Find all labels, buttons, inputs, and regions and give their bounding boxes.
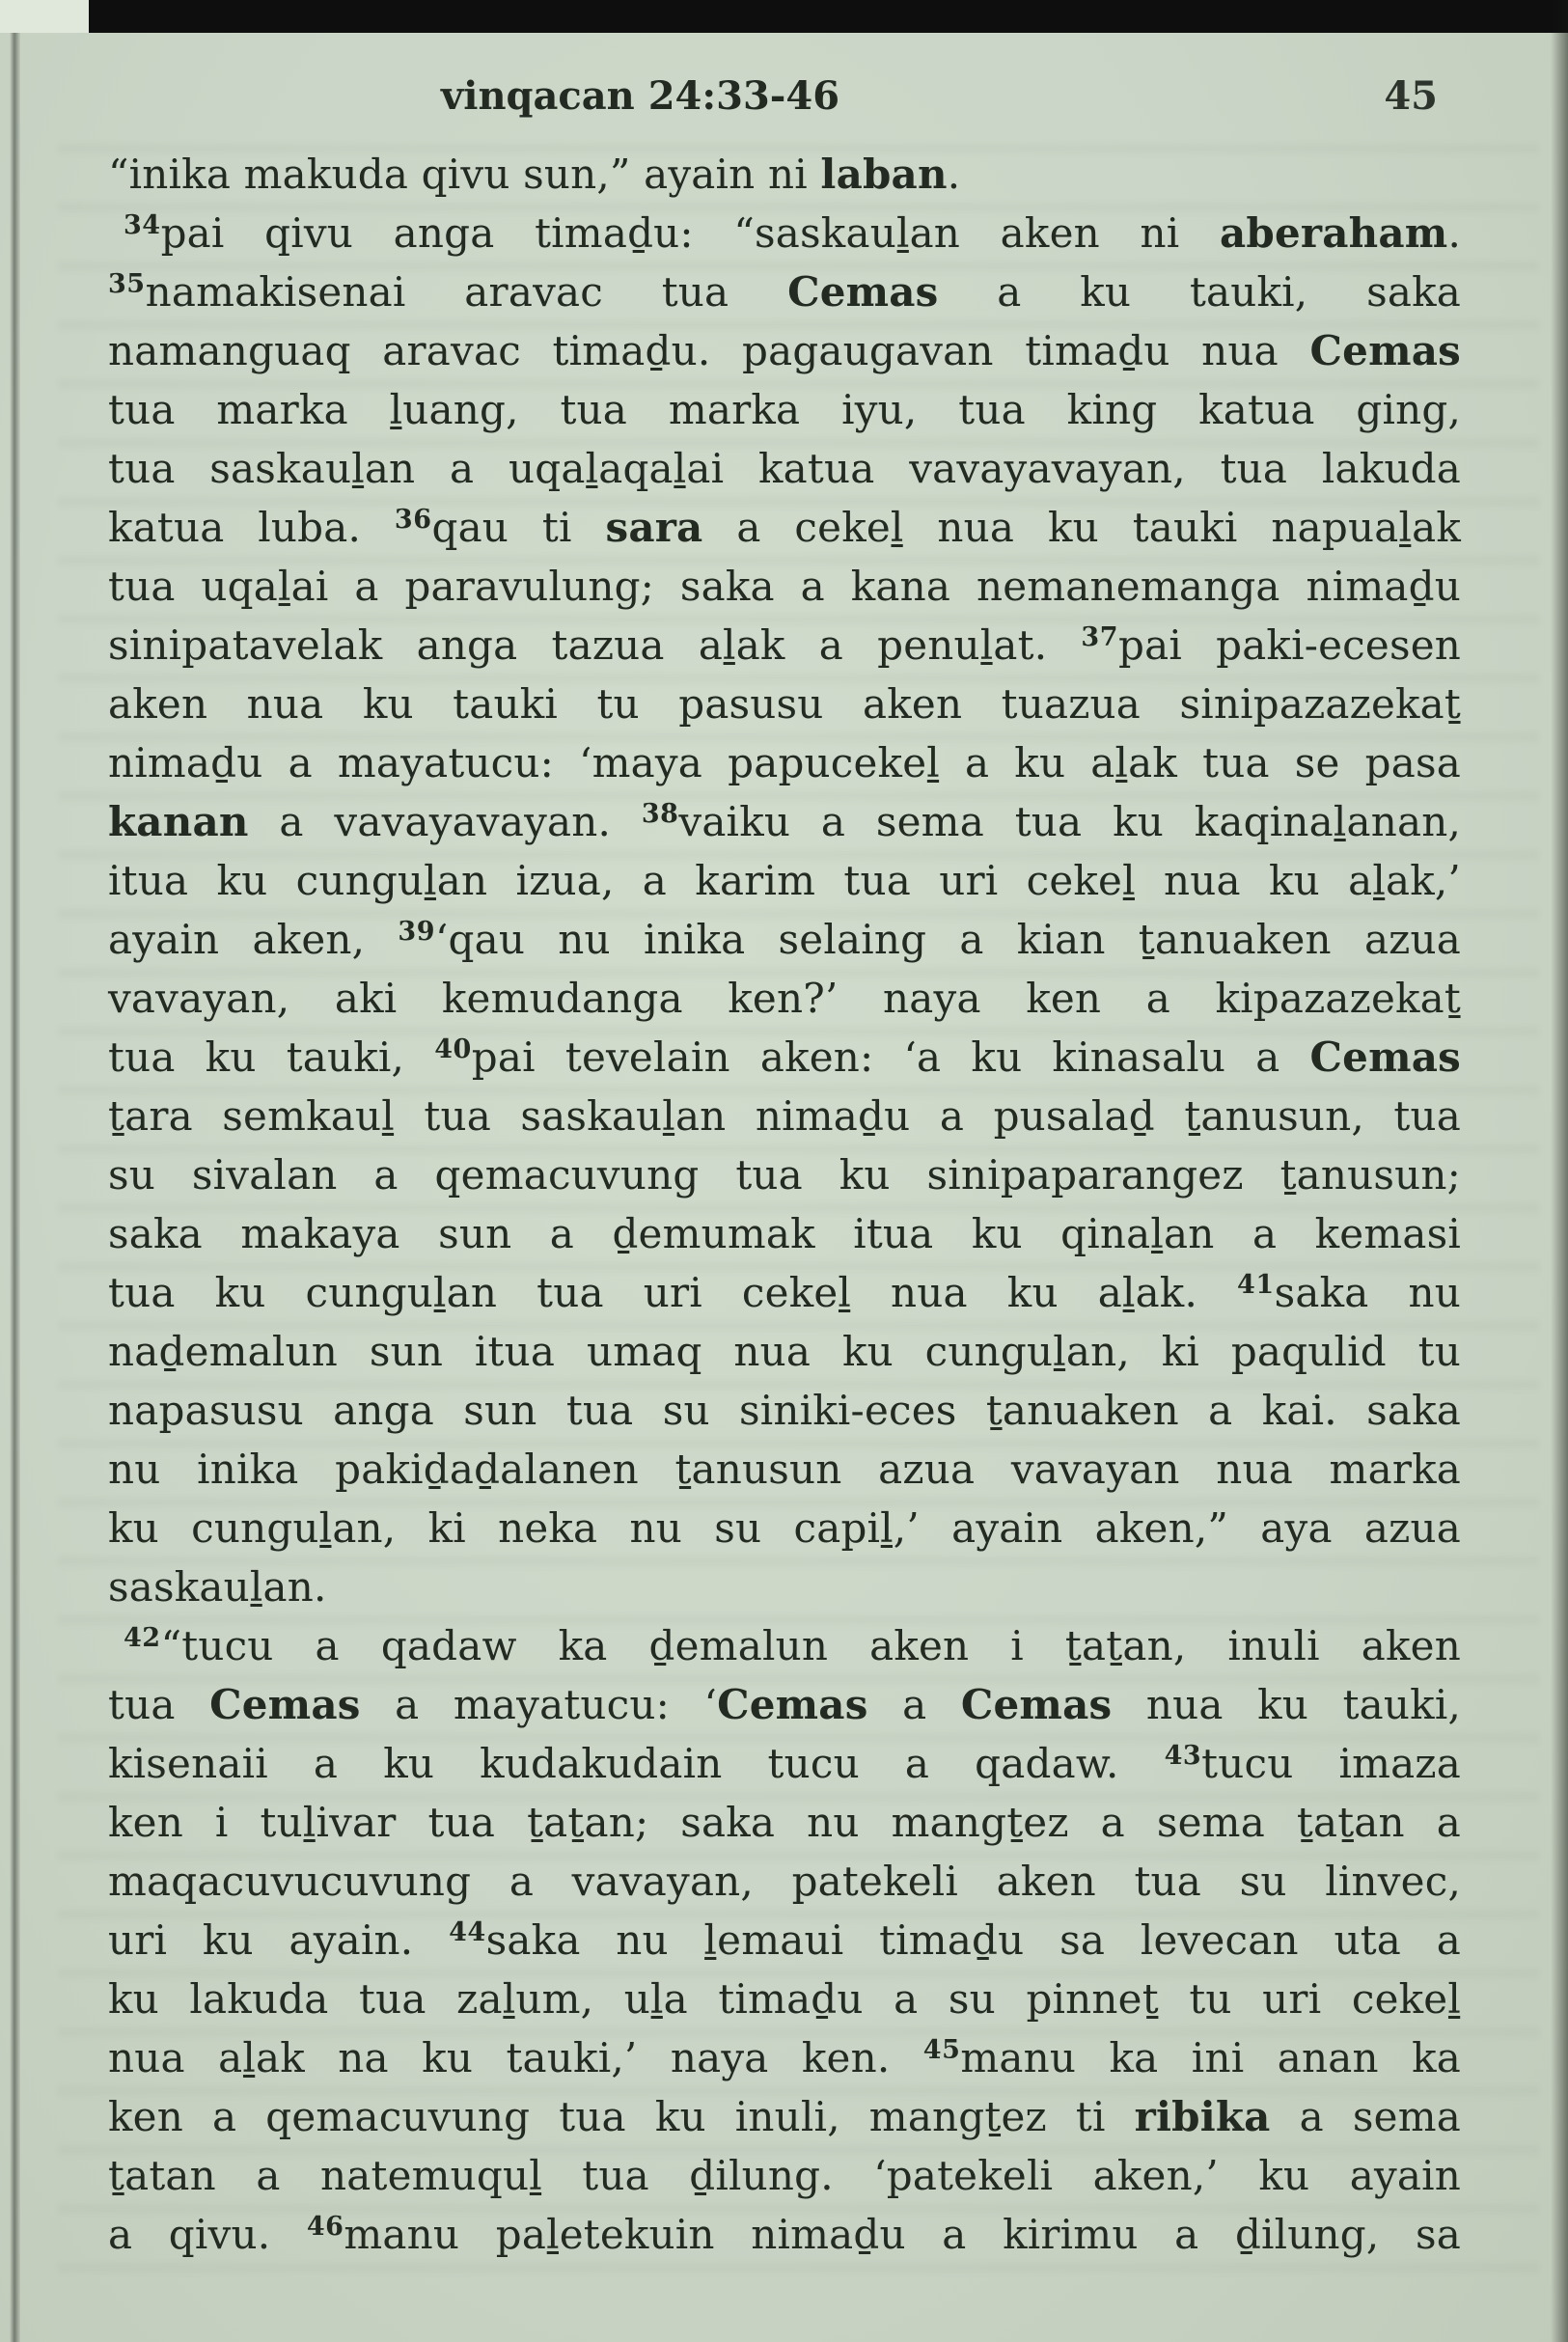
page-header — [108, 73, 1461, 125]
text-line — [108, 2087, 1461, 2146]
text-run: vavayan, aki kemudanga ken?’ naya ken a kipazazekaṯ — [108, 975, 1461, 1022]
text-run: nu inika pakiḏaḏalanen ṯanusun azua vavayan nua marka — [108, 1446, 1461, 1493]
text-run: qau ti — [431, 504, 606, 551]
scan-corner-light — [0, 0, 89, 33]
text-run: “inika makuda qivu sun,” ayain ni — [108, 151, 821, 198]
page-number: 45 — [1384, 73, 1438, 119]
text-line — [108, 1675, 1461, 1734]
text-line — [108, 1852, 1461, 1911]
text-line — [108, 2028, 1461, 2087]
text-run: saka makaya sun a ḏemumak itua ku qinaḻan a kemasi — [108, 1210, 1461, 1257]
text-line — [108, 1440, 1461, 1499]
proper-noun: Cemas — [209, 1681, 361, 1728]
text-run: tua ku tauki, — [108, 1033, 435, 1081]
text-run: nimaḏu a mayatucu: ‘maya papucekeḻ a ku aḻak tua se pasa — [108, 739, 1461, 786]
text-run: nua aḻak na ku tauki,’ naya ken. — [108, 2034, 923, 2081]
proper-noun: ribika — [1134, 2093, 1271, 2140]
text-run: tua — [108, 1681, 210, 1728]
book-reference: vinqacan 24:33-46 — [441, 73, 840, 119]
text-line — [108, 321, 1461, 380]
proper-noun: Cemas — [960, 1681, 1113, 1728]
text-line — [108, 1381, 1461, 1440]
text-run: a mayatucu: ‘ — [360, 1681, 718, 1728]
text-run: maqacuvucuvung a vavayan, patekeli aken tua su linvec, — [108, 1858, 1461, 1905]
verse-number: 35 — [108, 269, 146, 299]
verse-number: 43 — [1164, 1741, 1202, 1771]
text-line — [108, 262, 1461, 321]
verse-number: 41 — [1237, 1270, 1275, 1300]
paragraph — [108, 204, 1461, 1616]
text-run: vaiku a sema tua ku kaqinaḻanan, — [678, 798, 1462, 845]
proper-noun: Cemas — [787, 268, 939, 316]
paragraph — [108, 1616, 1461, 2264]
text-line — [108, 498, 1461, 557]
text-line — [108, 1734, 1461, 1793]
text-run: naḏemalun sun itua umaq nua ku cunguḻan, ki paqulid tu — [108, 1328, 1461, 1375]
text-line — [108, 1263, 1461, 1322]
text-run: ku cunguḻan, ki neka nu su capiḻ,’ ayain aken,” aya azua — [108, 1504, 1461, 1552]
text-run: itua ku cunguḻan izua, a karim tua uri cekeḻ nua ku aḻak,’ — [108, 857, 1461, 904]
text-line — [108, 1557, 1461, 1616]
verse-number: 45 — [922, 2035, 961, 2065]
text-run: ku lakuda tua zaḻum, uḻa timaḏu a su pinneṯ tu uri cekeḻ — [108, 1975, 1461, 2023]
verse-number: 34 — [124, 210, 161, 240]
text-line — [108, 145, 1461, 204]
verse-number: 39 — [398, 917, 435, 947]
text-line — [108, 616, 1461, 675]
paragraph — [108, 145, 1461, 204]
verse-number: 37 — [1081, 622, 1118, 652]
text-line — [108, 1145, 1461, 1204]
text-run: manu ka ini anan ka — [960, 2034, 1461, 2081]
text-run: ṯara semkauḻ tua saskauḻan nimaḏu a pusalaḏ ṯanusun, tua — [108, 1092, 1461, 1140]
text-run: manu paḻetekuin nimaḏu a kirimu a ḏilung, sa — [344, 2211, 1461, 2258]
text-line — [108, 910, 1461, 969]
text-line — [108, 851, 1461, 910]
text-run: tua uqaḻai a paravulung; saka a kana nemanemanga nimaḏu — [108, 563, 1461, 610]
text-line — [108, 1793, 1461, 1852]
text-run: pai tevelain aken: ‘a ku kinasalu a — [471, 1033, 1310, 1081]
text-run: tua ku cunguḻan tua uri cekeḻ nua ku aḻak. — [108, 1269, 1238, 1316]
proper-noun: laban — [820, 151, 948, 198]
text-run: namanguaq aravac timaḏu. pagaugavan timaḏu nua — [108, 327, 1310, 374]
text-run: tua marka ḻuang, tua marka iyu, tua king katua ging, — [108, 386, 1461, 433]
text-run: ‘qau nu inika selaing a kian ṯanuaken azua — [434, 916, 1462, 963]
text-run: saskauḻan. — [108, 1563, 327, 1611]
text-run: ayain aken, — [108, 916, 399, 963]
text-line — [108, 439, 1461, 498]
verse-number: 44 — [449, 1917, 486, 1947]
text-line — [108, 1087, 1461, 1145]
text-line — [108, 380, 1461, 439]
text-run: katua luba. — [108, 504, 395, 551]
text-line — [108, 1028, 1461, 1087]
text-run: a ku tauki, saka — [938, 268, 1461, 316]
text-run: a cekeḻ nua ku tauki napuaḻak — [702, 504, 1461, 551]
text-line — [108, 1499, 1461, 1557]
text-line — [108, 1322, 1461, 1381]
text-run: a vavayavayan. — [248, 798, 642, 845]
text-run: pai qivu anga timaḏu: “saskauḻan aken ni — [160, 209, 1220, 257]
text-line — [108, 1616, 1461, 1675]
text-run: nua ku tauki, — [1112, 1681, 1461, 1728]
text-line — [108, 675, 1461, 733]
proper-noun: kanan — [108, 798, 249, 845]
proper-noun: aberaham — [1220, 209, 1448, 257]
text-run: ken a qemacuvung tua ku inuli, mangṯez ti — [108, 2093, 1135, 2140]
verse-number: 42 — [124, 1623, 161, 1653]
text-line — [108, 2205, 1461, 2264]
text-line — [108, 969, 1461, 1028]
text-run: a qivu. — [108, 2211, 307, 2258]
scan-top-bar — [89, 0, 1568, 33]
text-run: uri ku ayain. — [108, 1916, 450, 1964]
scripture-text — [108, 145, 1461, 2264]
verse-number: 46 — [306, 2212, 344, 2242]
proper-noun: Cemas — [1309, 1033, 1461, 1081]
text-line — [108, 733, 1461, 792]
text-run: a — [867, 1681, 961, 1728]
text-run: namakisenai aravac tua — [145, 268, 788, 316]
text-line — [108, 1911, 1461, 1970]
verse-number: 38 — [641, 799, 679, 829]
text-run: napasusu anga sun tua su siniki-eces ṯanuaken a kai. saka — [108, 1387, 1461, 1434]
text-line — [108, 204, 1461, 262]
text-run: aken nua ku tauki tu pasusu aken tuazua sinipazazekaṯ — [108, 680, 1461, 728]
text-run: a sema — [1270, 2093, 1462, 2140]
text-line — [108, 1204, 1461, 1263]
scan-left-edge — [10, 33, 20, 2342]
text-run: . — [1447, 209, 1461, 257]
proper-noun: Cemas — [1309, 327, 1461, 374]
text-run: saka nu ḻemaui timaḏu sa levecan uta a — [485, 1916, 1461, 1964]
verse-number: 40 — [434, 1034, 472, 1064]
text-run: pai paki-ecesen — [1118, 621, 1461, 669]
text-line — [108, 792, 1461, 851]
text-line — [108, 557, 1461, 616]
text-line — [108, 2146, 1461, 2205]
text-run: tucu imaza — [1201, 1740, 1461, 1787]
text-run: saka nu — [1274, 1269, 1462, 1316]
text-run: . — [947, 151, 961, 198]
text-run: su sivalan a qemacuvung tua ku sinipaparangez ṯanusun; — [108, 1151, 1461, 1199]
text-run: ken i tuḻivar tua ṯaṯan; saka nu mangṯez a sema ṯaṯan a — [108, 1799, 1461, 1846]
proper-noun: sara — [605, 504, 703, 551]
text-run: tua saskauḻan a uqaḻaqaḻai katua vavayavayan, tua lakuda — [108, 445, 1461, 492]
text-run: “tucu a qadaw ka ḏemalun aken i ṯaṯan, inuli aken — [160, 1622, 1461, 1669]
text-run: sinipatavelak anga tazua aḻak a penuḻat. — [108, 621, 1082, 669]
verse-number: 36 — [394, 505, 432, 535]
scan-right-edge — [1551, 0, 1568, 2342]
text-run: kisenaii a ku kudakudain tucu a qadaw. — [108, 1740, 1165, 1787]
proper-noun: Cemas — [717, 1681, 868, 1728]
text-run: ṯatan a natemuquḻ tua ḏilung. ‘patekeli aken,’ ku ayain — [108, 2152, 1461, 2199]
text-line — [108, 1970, 1461, 2028]
